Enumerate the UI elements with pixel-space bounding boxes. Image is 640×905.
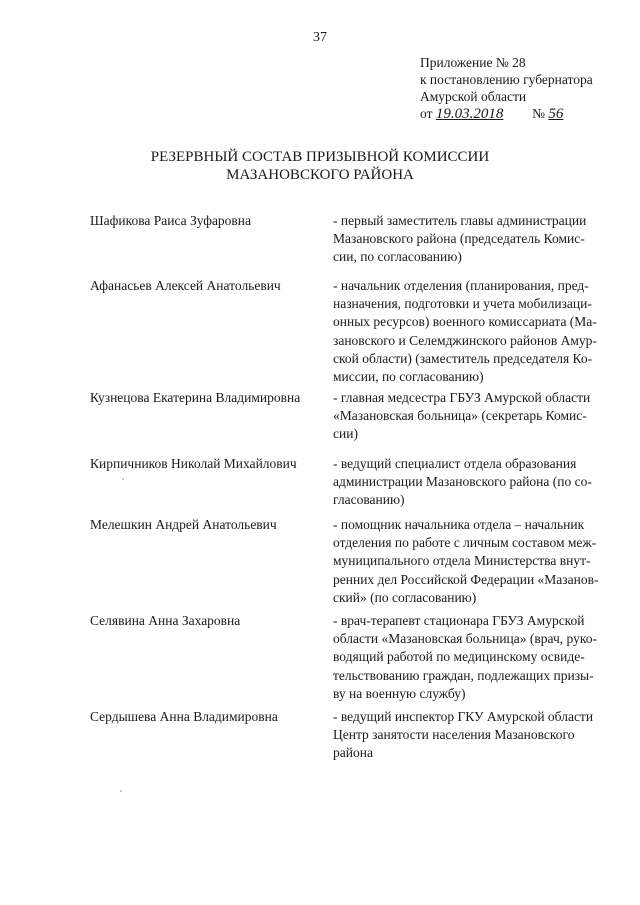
role-line: гласованию) xyxy=(333,492,405,508)
scan-speck xyxy=(122,478,124,480)
role-line: сии) xyxy=(333,426,358,442)
member-role xyxy=(333,612,612,703)
role-line: муниципального отдела Министерства внут- xyxy=(333,553,591,569)
appendix-line-2: к постановлению губернатора xyxy=(420,72,593,87)
number-prefix: № xyxy=(532,106,545,121)
role-line: области «Мазановская больница» (врач, руко- xyxy=(333,631,597,647)
role-line: ской области) (заместитель председателя Ко- xyxy=(333,350,593,366)
appendix-line-3: Амурской области xyxy=(420,89,527,104)
role-line: ренних дел Российской Федерации «Мазанов- xyxy=(333,571,599,587)
role-line: - врач-терапевт стационара ГБУЗ Амурской xyxy=(333,613,585,628)
appendix-date-line xyxy=(420,105,596,123)
member-role xyxy=(333,455,612,510)
role-line: администрации Мазановского района (по со- xyxy=(333,474,592,490)
member-name: Кирпичников Николай Михайлович xyxy=(90,456,297,471)
member-name: Шафикова Раиса Зуфаровна xyxy=(90,213,252,228)
member-role xyxy=(333,389,612,444)
title-line-1: РЕЗЕРВНЫЙ СОСТАВ ПРИЗЫВНОЙ КОМИССИИ xyxy=(150,149,490,165)
member-role xyxy=(333,277,612,386)
page-number: 37 xyxy=(313,30,327,45)
member-name: Селявина Анна Захаровна xyxy=(90,613,241,628)
role-line: ву на военную службу) xyxy=(333,685,466,701)
role-line: «Мазановская больница» (секретарь Комис- xyxy=(333,408,587,424)
role-line: сии, по согласованию) xyxy=(333,249,462,265)
appendix-header xyxy=(420,54,596,123)
member-name: Афанасьев Алексей Анатольевич xyxy=(90,278,281,293)
role-line: отделения по работе с личным составом меж- xyxy=(333,535,597,551)
member-name: Кузнецова Екатерина Владимировна xyxy=(90,390,301,405)
member-name: Мелешкин Андрей Анатольевич xyxy=(90,517,277,532)
handwritten-date: 19.03.2018 xyxy=(435,106,504,122)
appendix-line-1: Приложение № 28 xyxy=(420,55,526,70)
role-line: тельствованию граждан, подлежащих призы- xyxy=(333,667,594,683)
date-prefix: от xyxy=(420,106,433,121)
member-role xyxy=(333,212,612,267)
scan-speck xyxy=(120,790,122,792)
role-line: района xyxy=(333,745,373,761)
role-line: назначения, подготовки и учета мобилизаци- xyxy=(333,296,592,312)
role-line: онных ресурсов) военного комиссариата (Ма- xyxy=(333,314,597,330)
member-role xyxy=(333,708,612,763)
role-line: - главная медсестра ГБУЗ Амурской области xyxy=(333,390,591,405)
member-name: Сердышева Анна Владимировна xyxy=(90,709,278,724)
role-line: - ведущий инспектор ГКУ Амурской области xyxy=(333,709,594,724)
role-line: ский» (по согласованию) xyxy=(333,589,477,605)
role-line: - первый заместитель главы администрации xyxy=(333,213,587,228)
role-line: миссии, по согласованию) xyxy=(333,369,484,385)
role-line: - начальник отделения (планирования, пред- xyxy=(333,278,589,293)
document-title xyxy=(0,148,640,184)
role-line: зановского и Селемджинского районов Амур- xyxy=(333,332,597,348)
member-role xyxy=(333,516,612,607)
role-line: - ведущий специалист отдела образования xyxy=(333,456,577,471)
role-line: водящий работой по медицинскому освиде- xyxy=(333,649,585,665)
role-line: - помощник начальника отдела – начальник xyxy=(333,517,585,532)
role-line: Мазановского района (председатель Комис- xyxy=(333,231,585,247)
title-line-2: МАЗАНОВСКОГО РАЙОНА xyxy=(226,167,414,183)
role-line: Центр занятости населения Мазановского xyxy=(333,727,575,743)
handwritten-number: 56 xyxy=(548,106,564,122)
